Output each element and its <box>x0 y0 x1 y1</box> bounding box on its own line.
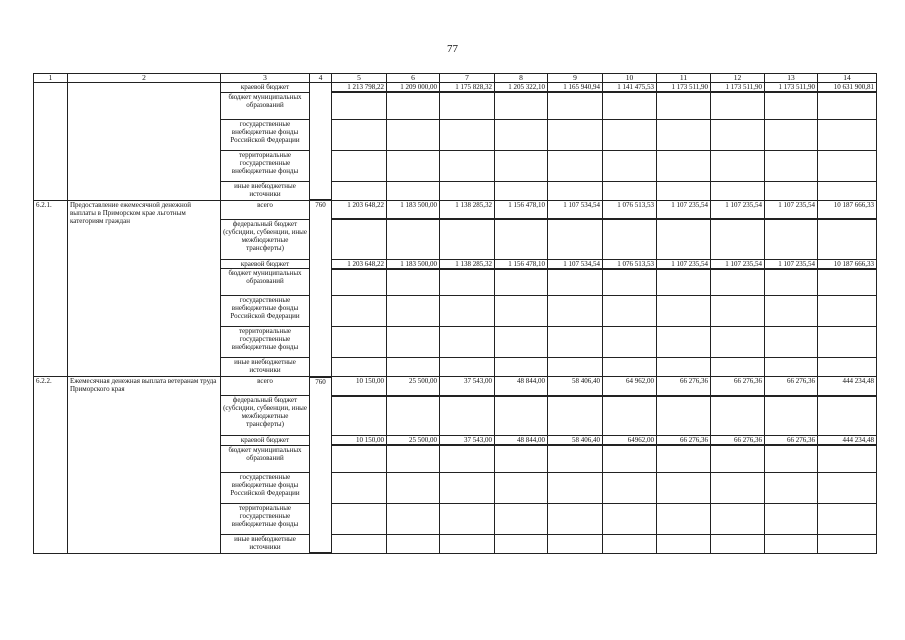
amount-cell: 66 276,36 <box>711 436 765 446</box>
amount-cell <box>818 396 877 436</box>
amount-cell <box>495 472 548 503</box>
amount-cell <box>548 445 603 472</box>
amount-cell <box>603 472 657 503</box>
column-header: 8 <box>495 74 548 83</box>
amount-cell: 25 500,00 <box>387 436 440 446</box>
page-number: 77 <box>447 43 458 55</box>
amount-cell <box>657 358 711 377</box>
amount-cell <box>440 503 495 534</box>
amount-cell <box>495 181 548 200</box>
amount-cell <box>711 219 765 259</box>
admin-code: 760 <box>310 377 332 554</box>
amount-cell <box>495 219 548 259</box>
amount-cell <box>657 472 711 503</box>
amount-cell <box>332 219 387 259</box>
amount-cell <box>765 358 818 377</box>
amount-cell <box>548 296 603 327</box>
amount-cell <box>387 269 440 296</box>
amount-cell: 66 276,36 <box>765 377 818 396</box>
amount-cell <box>548 503 603 534</box>
amount-cell <box>495 92 548 119</box>
amount-cell <box>603 150 657 181</box>
funding-source: всего <box>221 377 310 396</box>
amount-cell <box>603 396 657 436</box>
funding-source: бюджет муниципальных образований <box>221 445 310 472</box>
amount-cell: 1 107 534,54 <box>548 200 603 219</box>
amount-cell <box>387 472 440 503</box>
amount-cell <box>765 396 818 436</box>
amount-cell <box>332 503 387 534</box>
amount-cell <box>387 445 440 472</box>
amount-cell: 1 107 235,54 <box>711 259 765 269</box>
funding-source: государственные внебюджетные фонды Российской Федерации <box>221 119 310 150</box>
amount-cell <box>548 181 603 200</box>
item-code <box>34 83 68 201</box>
amount-cell <box>711 92 765 119</box>
column-header: 10 <box>603 74 657 83</box>
amount-cell <box>440 181 495 200</box>
amount-cell: 66 276,36 <box>657 436 711 446</box>
amount-cell <box>765 296 818 327</box>
amount-cell <box>332 358 387 377</box>
column-header: 13 <box>765 74 818 83</box>
funding-source: всего <box>221 200 310 219</box>
amount-cell <box>818 503 877 534</box>
amount-cell <box>657 296 711 327</box>
amount-cell <box>548 396 603 436</box>
amount-cell <box>603 327 657 358</box>
amount-cell <box>495 358 548 377</box>
amount-cell: 66 276,36 <box>711 377 765 396</box>
amount-cell: 25 500,00 <box>387 377 440 396</box>
amount-cell <box>818 119 877 150</box>
column-header: 4 <box>310 74 332 83</box>
amount-cell <box>818 219 877 259</box>
amount-cell <box>818 358 877 377</box>
table-row <box>34 83 877 93</box>
amount-cell <box>440 269 495 296</box>
column-header: 5 <box>332 74 387 83</box>
column-header: 1 <box>34 74 68 83</box>
amount-cell <box>548 472 603 503</box>
amount-cell: 1 107 235,54 <box>657 200 711 219</box>
amount-cell: 1 076 513,53 <box>603 259 657 269</box>
amount-cell <box>818 534 877 553</box>
amount-cell: 1 138 285,32 <box>440 200 495 219</box>
amount-cell <box>711 119 765 150</box>
amount-cell <box>440 358 495 377</box>
header-row <box>34 74 877 83</box>
amount-cell <box>657 534 711 553</box>
amount-cell <box>818 92 877 119</box>
amount-cell <box>495 503 548 534</box>
item-code: 6.2.1. <box>34 200 68 377</box>
amount-cell: 1 209 000,00 <box>387 83 440 93</box>
funding-source: территориальные государственные внебюджетные фонды <box>221 150 310 181</box>
column-header: 2 <box>68 74 221 83</box>
amount-cell <box>495 296 548 327</box>
amount-cell <box>603 181 657 200</box>
amount-cell <box>711 472 765 503</box>
amount-cell <box>387 150 440 181</box>
amount-cell <box>765 269 818 296</box>
amount-cell: 10 150,00 <box>332 377 387 396</box>
funding-source: краевой бюджет <box>221 83 310 93</box>
amount-cell <box>332 92 387 119</box>
amount-cell <box>657 150 711 181</box>
amount-cell <box>765 327 818 358</box>
amount-cell <box>657 119 711 150</box>
amount-cell <box>603 92 657 119</box>
amount-cell <box>440 150 495 181</box>
amount-cell <box>765 445 818 472</box>
amount-cell <box>818 150 877 181</box>
table-row <box>34 377 877 396</box>
amount-cell <box>495 445 548 472</box>
amount-cell <box>495 269 548 296</box>
amount-cell: 1 107 235,54 <box>765 200 818 219</box>
amount-cell <box>440 534 495 553</box>
amount-cell: 10 150,00 <box>332 436 387 446</box>
amount-cell <box>657 92 711 119</box>
amount-cell <box>440 327 495 358</box>
amount-cell <box>440 296 495 327</box>
funding-source: территориальные государственные внебюджетные фонды <box>221 327 310 358</box>
amount-cell <box>765 119 818 150</box>
amount-cell: 1 107 235,54 <box>711 200 765 219</box>
amount-cell <box>765 92 818 119</box>
amount-cell <box>440 92 495 119</box>
amount-cell: 1 183 500,00 <box>387 259 440 269</box>
amount-cell <box>332 181 387 200</box>
amount-cell <box>818 296 877 327</box>
amount-cell: 1 076 513,53 <box>603 200 657 219</box>
amount-cell <box>387 119 440 150</box>
amount-cell <box>711 150 765 181</box>
amount-cell <box>711 327 765 358</box>
amount-cell <box>332 472 387 503</box>
amount-cell: 48 844,00 <box>495 436 548 446</box>
funding-source: государственные внебюджетные фонды Российской Федерации <box>221 296 310 327</box>
amount-cell: 1 107 235,54 <box>765 259 818 269</box>
amount-cell <box>387 296 440 327</box>
amount-cell <box>603 358 657 377</box>
amount-cell <box>765 472 818 503</box>
funding-source: федеральный бюджет (субсидии, субвенции, иные межбюджетные трансферты) <box>221 219 310 259</box>
amount-cell: 10 187 666,33 <box>818 200 877 219</box>
column-header: 9 <box>548 74 603 83</box>
amount-cell <box>332 150 387 181</box>
amount-cell <box>387 219 440 259</box>
item-code: 6.2.2. <box>34 377 68 554</box>
amount-cell: 1 107 534,54 <box>548 259 603 269</box>
amount-cell <box>657 503 711 534</box>
amount-cell: 1 203 648,22 <box>332 259 387 269</box>
column-header: 6 <box>387 74 440 83</box>
amount-cell <box>765 534 818 553</box>
amount-cell <box>765 150 818 181</box>
amount-cell <box>548 219 603 259</box>
amount-cell <box>387 181 440 200</box>
amount-cell <box>657 396 711 436</box>
amount-cell <box>387 358 440 377</box>
amount-cell: 58 406,40 <box>548 377 603 396</box>
funding-source: иные внебюджетные источники <box>221 358 310 377</box>
amount-cell: 1 107 235,54 <box>657 259 711 269</box>
funding-source: иные внебюджетные источники <box>221 181 310 200</box>
amount-cell <box>332 269 387 296</box>
amount-cell <box>818 472 877 503</box>
amount-cell <box>818 181 877 200</box>
amount-cell <box>603 269 657 296</box>
funding-source: иные внебюджетные источники <box>221 534 310 553</box>
amount-cell: 58 406,40 <box>548 436 603 446</box>
amount-cell <box>387 327 440 358</box>
column-header: 14 <box>818 74 877 83</box>
funding-source: бюджет муниципальных образований <box>221 269 310 296</box>
amount-cell <box>765 181 818 200</box>
amount-cell: 1 156 478,10 <box>495 200 548 219</box>
amount-cell <box>548 92 603 119</box>
amount-cell <box>711 445 765 472</box>
amount-cell: 1 175 828,32 <box>440 83 495 93</box>
column-header: 12 <box>711 74 765 83</box>
amount-cell: 64962,00 <box>603 436 657 446</box>
amount-cell <box>332 396 387 436</box>
amount-cell <box>495 327 548 358</box>
amount-cell: 1 213 798,22 <box>332 83 387 93</box>
funding-source: федеральный бюджет (субсидии, субвенции, иные межбюджетные трансферты) <box>221 396 310 436</box>
amount-cell <box>603 119 657 150</box>
amount-cell <box>495 534 548 553</box>
column-header: 3 <box>221 74 310 83</box>
amount-cell: 444 234,48 <box>818 377 877 396</box>
item-name: Предоставление ежемесячной денежной выплаты в Приморском крае льготным категориям граждан <box>68 200 221 377</box>
amount-cell: 1 138 285,32 <box>440 259 495 269</box>
amount-cell <box>387 534 440 553</box>
amount-cell: 1 203 648,22 <box>332 200 387 219</box>
amount-cell <box>603 534 657 553</box>
amount-cell <box>387 396 440 436</box>
amount-cell <box>765 503 818 534</box>
amount-cell <box>548 150 603 181</box>
amount-cell <box>603 296 657 327</box>
amount-cell: 10 631 900,81 <box>818 83 877 93</box>
amount-cell <box>657 327 711 358</box>
amount-cell <box>711 181 765 200</box>
amount-cell <box>711 503 765 534</box>
amount-cell <box>603 445 657 472</box>
amount-cell <box>440 219 495 259</box>
amount-cell <box>711 269 765 296</box>
amount-cell <box>818 327 877 358</box>
amount-cell: 1 173 511,90 <box>657 83 711 93</box>
amount-cell <box>657 181 711 200</box>
amount-cell: 48 844,00 <box>495 377 548 396</box>
amount-cell <box>657 219 711 259</box>
amount-cell: 444 234,48 <box>818 436 877 446</box>
table-row <box>34 200 877 219</box>
amount-cell <box>440 396 495 436</box>
amount-cell: 1 156 478,10 <box>495 259 548 269</box>
amount-cell: 66 276,36 <box>657 377 711 396</box>
amount-cell <box>332 445 387 472</box>
amount-cell <box>765 219 818 259</box>
amount-cell: 1 165 940,94 <box>548 83 603 93</box>
amount-cell: 64 962,00 <box>603 377 657 396</box>
amount-cell <box>332 327 387 358</box>
amount-cell <box>657 269 711 296</box>
funding-source: краевой бюджет <box>221 259 310 269</box>
amount-cell: 37 543,00 <box>440 377 495 396</box>
funding-source: государственные внебюджетные фонды Российской Федерации <box>221 472 310 503</box>
column-header: 7 <box>440 74 495 83</box>
amount-cell <box>818 269 877 296</box>
funding-source: территориальные государственные внебюджетные фонды <box>221 503 310 534</box>
amount-cell <box>495 396 548 436</box>
amount-cell <box>711 396 765 436</box>
amount-cell <box>440 472 495 503</box>
amount-cell <box>387 92 440 119</box>
column-header: 11 <box>657 74 711 83</box>
amount-cell <box>440 445 495 472</box>
amount-cell: 1 183 500,00 <box>387 200 440 219</box>
amount-cell: 1 173 511,90 <box>711 83 765 93</box>
amount-cell: 10 187 666,33 <box>818 259 877 269</box>
amount-cell <box>548 327 603 358</box>
amount-cell <box>711 534 765 553</box>
amount-cell: 1 205 322,10 <box>495 83 548 93</box>
admin-code <box>310 83 332 201</box>
funding-source: бюджет муниципальных образований <box>221 92 310 119</box>
admin-code: 760 <box>310 200 332 377</box>
amount-cell <box>440 119 495 150</box>
amount-cell <box>548 119 603 150</box>
amount-cell <box>657 445 711 472</box>
amount-cell: 66 276,36 <box>765 436 818 446</box>
budget-table <box>33 73 877 554</box>
amount-cell <box>711 296 765 327</box>
amount-cell <box>332 534 387 553</box>
amount-cell <box>711 358 765 377</box>
amount-cell <box>495 119 548 150</box>
item-name: Ежемесячная денежная выплата ветеранам труда Приморского края <box>68 377 221 554</box>
amount-cell <box>603 503 657 534</box>
amount-cell <box>332 296 387 327</box>
amount-cell: 1 141 475,53 <box>603 83 657 93</box>
amount-cell <box>603 219 657 259</box>
item-name <box>68 83 221 201</box>
amount-cell: 1 173 511,90 <box>765 83 818 93</box>
amount-cell <box>548 534 603 553</box>
amount-cell <box>495 150 548 181</box>
amount-cell <box>818 445 877 472</box>
amount-cell <box>332 119 387 150</box>
funding-source: краевой бюджет <box>221 436 310 446</box>
amount-cell <box>387 503 440 534</box>
amount-cell: 37 543,00 <box>440 436 495 446</box>
amount-cell <box>548 358 603 377</box>
amount-cell <box>548 269 603 296</box>
